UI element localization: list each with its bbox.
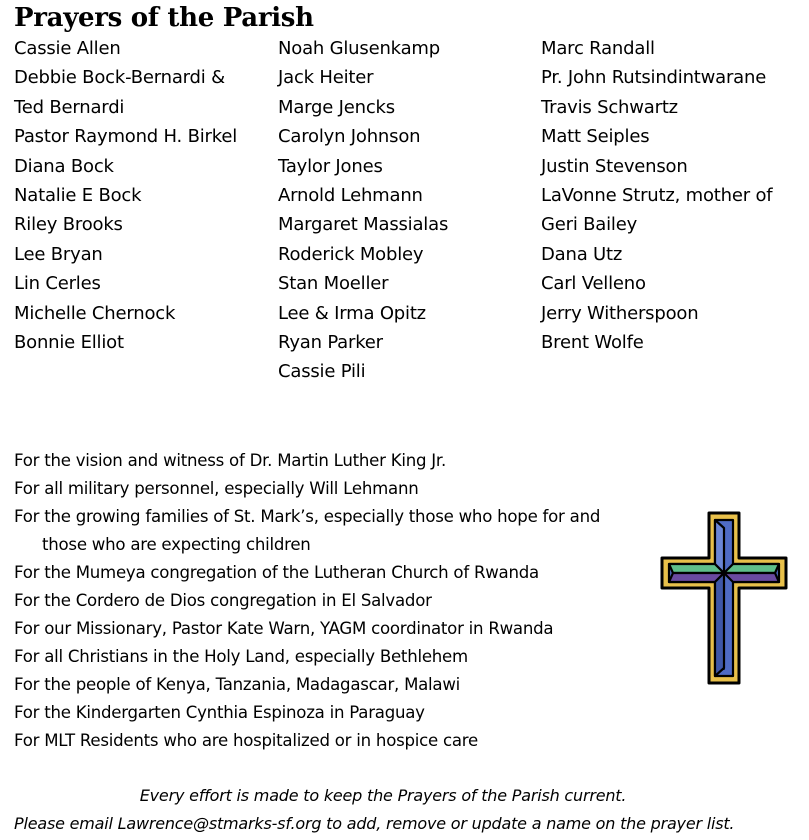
footer-line-1: Every effort is made to keep the Prayers of the Parish current. bbox=[139, 786, 627, 805]
name-entry: Marc Randall bbox=[541, 38, 655, 59]
name-entry: Geri Bailey bbox=[541, 214, 638, 236]
prayer-line: For the Kindergarten Cynthia Espinoza in Paraguay bbox=[14, 703, 425, 722]
name-entry: Dana Utz bbox=[541, 243, 623, 265]
names-column-3 bbox=[541, 34, 772, 357]
prayer-line: For the Mumeya congregation of the Lutheran Church of Rwanda bbox=[14, 563, 539, 582]
name-entry: Noah Glusenkamp bbox=[278, 38, 440, 59]
name-entry: Lin Cerles bbox=[14, 273, 101, 295]
prayer-intentions bbox=[14, 447, 654, 755]
names-column-2 bbox=[278, 34, 448, 387]
prayer-line: For MLT Residents who are hospitalized or in hospice care bbox=[14, 731, 478, 750]
prayer-line: For our Missionary, Pastor Kate Warn, YAGM coordinator in Rwanda bbox=[14, 619, 554, 638]
name-entry: Ted Bernardi bbox=[14, 96, 125, 118]
cross-icon bbox=[659, 510, 789, 686]
name-entry: Cassie Pili bbox=[278, 361, 366, 383]
prayer-line: For the growing families of St. Mark’s, especially those who hope for and bbox=[14, 507, 601, 526]
prayer-line: For the Cordero de Dios congregation in El Salvador bbox=[14, 591, 432, 610]
name-entry: Brent Wolfe bbox=[541, 331, 644, 353]
name-entry: Marge Jencks bbox=[278, 96, 395, 118]
name-entry: Pr. John Rutsindintwarane bbox=[541, 67, 767, 89]
name-entry: Jack Heiter bbox=[278, 67, 374, 89]
name-entry: Lee & Irma Opitz bbox=[278, 302, 426, 324]
name-entry: Roderick Mobley bbox=[278, 243, 424, 265]
prayer-line: For all Christians in the Holy Land, especially Bethlehem bbox=[14, 647, 468, 666]
name-entry: Jerry Witherspoon bbox=[541, 302, 699, 324]
name-entry: Lee Bryan bbox=[14, 243, 103, 265]
name-entry: Carl Velleno bbox=[541, 273, 646, 295]
name-entry: Arnold Lehmann bbox=[278, 184, 423, 206]
name-entry: Travis Schwartz bbox=[541, 96, 678, 118]
name-entry: Riley Brooks bbox=[14, 214, 123, 236]
name-entry: LaVonne Strutz, mother of bbox=[541, 184, 773, 206]
page-title: Prayers of the Parish bbox=[14, 3, 314, 33]
name-entry: Bonnie Elliot bbox=[14, 331, 124, 353]
names-column-1 bbox=[14, 34, 237, 357]
footer-line-2: Please email Lawrence@stmarks-sf.org to add, remove or update a name on the prayer list. bbox=[14, 814, 735, 833]
name-entry: Diana Bock bbox=[14, 155, 114, 177]
name-entry: Margaret Massialas bbox=[278, 214, 449, 236]
name-entry: Stan Moeller bbox=[278, 273, 389, 295]
prayer-line-continuation: those who are expecting children bbox=[42, 535, 311, 554]
prayer-line: For the people of Kenya, Tanzania, Madagascar, Malawi bbox=[14, 675, 461, 694]
name-entry: Natalie E Bock bbox=[14, 184, 142, 206]
name-entry: Michelle Chernock bbox=[14, 302, 176, 324]
name-entry: Cassie Allen bbox=[14, 38, 121, 59]
name-entry: Carolyn Johnson bbox=[278, 126, 421, 148]
name-entry: Justin Stevenson bbox=[541, 155, 688, 177]
name-entry: Debbie Bock-Bernardi & bbox=[14, 67, 225, 89]
prayer-line: For all military personnel, especially Will Lehmann bbox=[14, 479, 419, 498]
name-entry: Matt Seiples bbox=[541, 126, 650, 148]
name-entry: Taylor Jones bbox=[278, 155, 383, 177]
name-entry: Ryan Parker bbox=[278, 331, 383, 353]
name-entry: Pastor Raymond H. Birkel bbox=[14, 126, 238, 148]
prayer-line: For the vision and witness of Dr. Martin Luther King Jr. bbox=[14, 451, 447, 470]
